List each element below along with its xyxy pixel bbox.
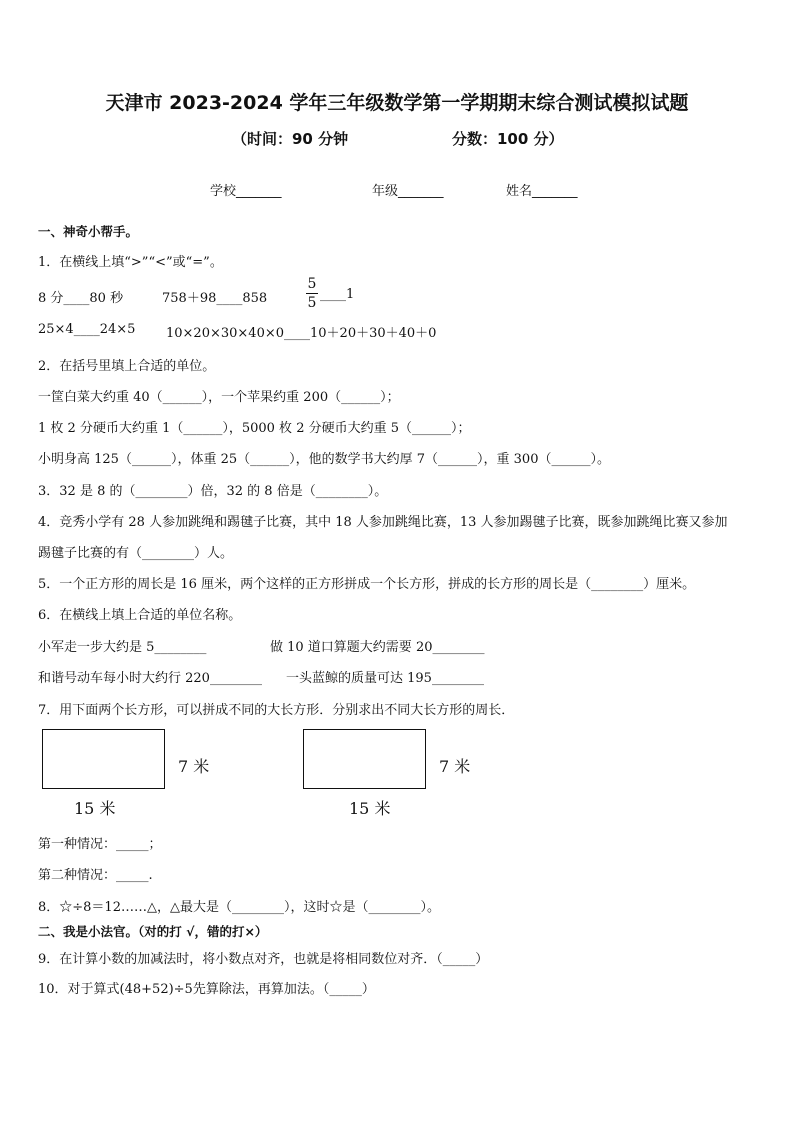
school-field: 学校_______ (210, 184, 282, 199)
q6-item-c: 和谐号动车每小时大约行 220________ (38, 671, 262, 686)
q7-stem: 7．用下面两个长方形，可以拼成不同的大长方形．分别求出不同大长方形的周长． (38, 703, 515, 718)
page-title: 天津市 2023-2024 学年三年级数学第一学期期末综合测试模拟试题 (105, 92, 689, 114)
exam-time: （时间：90 分钟 (232, 130, 349, 148)
rectangle-1 (42, 729, 165, 789)
q4-line-1: 4．竞秀小学有 28 人参加跳绳和踢毽子比赛，其中 18 人参加跳绳比赛，13 人参加踢毽子比赛，既参加跳绳比赛又参加 (38, 515, 728, 530)
q4-line-2: 踢毽子比赛的有（________）人。 (38, 546, 234, 561)
fraction-numerator: 5 (307, 276, 317, 292)
q2-line-1: 一筐白菜大约重 40（______），一个苹果约重 200（______）； (38, 390, 400, 405)
rect1-height-label: 7 米 (178, 757, 210, 776)
q7-case-1: 第一种情况：_____； (38, 837, 162, 852)
rect2-height-label: 7 米 (439, 757, 471, 776)
q6-item-b: 做 10 道口算题大约需要 20________ (270, 640, 485, 655)
rectangle-2 (303, 729, 426, 789)
q1-stem: 1．在横线上填“>”“<”或“=”。 (38, 255, 223, 270)
q2-line-2: 1 枚 2 分硬币大约重 1（______），5000 枚 2 分硬币大约重 5（______）； (38, 421, 471, 436)
q1-item-a: 8 分____80 秒 (38, 291, 124, 306)
rect1-width-label: 15 米 (74, 799, 116, 818)
q9-text: 9．在计算小数的加减法时，将小数点对齐，也就是将相同数位对齐．（_____） (38, 952, 489, 967)
q1-item-b: 758＋98____858 (162, 291, 268, 306)
rect2-width-label: 15 米 (349, 799, 391, 818)
q3-text: 3．32 是 8 的（________）倍，32 的 8 倍是（________）。 (38, 484, 388, 499)
section-2-title: 二、我是小法官。（对的打 √，错的打×） (38, 924, 268, 939)
q1-fraction (306, 275, 318, 312)
q1-item-e: 10×20×30×40×0____10＋20＋30＋40＋0 (166, 326, 437, 341)
grade-field: 年级_______ (372, 184, 444, 199)
q7-case-2: 第二种情况：_____. (38, 868, 153, 883)
q6-stem: 6．在横线上填上合适的单位名称。 (38, 608, 242, 623)
name-field: 姓名_______ (506, 184, 578, 199)
q5-text: 5．一个正方形的周长是 16 厘米，两个这样的正方形拼成一个长方形，拼成的长方形的周长是（________）厘米。 (38, 577, 696, 592)
q1-item-c: ____1 (320, 287, 355, 302)
q6-item-a: 小军走一步大约是 5________ (38, 640, 207, 655)
q2-stem: 2．在括号里填上合适的单位。 (38, 359, 216, 374)
section-1-title: 一、神奇小帮手。 (38, 224, 139, 239)
q8-text: 8．☆÷8＝12……△，△最大是（________），这时☆是（________）。 (38, 900, 440, 915)
q10-text: 10．对于算式(48+52)÷5先算除法，再算加法。（_____） (38, 982, 375, 997)
q2-line-3: 小明身高 125（______），体重 25（______），他的数学书大约厚 7（______），重 300（______）。 (38, 452, 610, 467)
q6-item-d: 一头蓝鲸的质量可达 195________ (286, 671, 484, 686)
fraction-denominator: 5 (307, 295, 317, 311)
q1-item-d: 25×4____24×5 (38, 322, 136, 337)
exam-score: 分数：100 分） (452, 130, 564, 148)
